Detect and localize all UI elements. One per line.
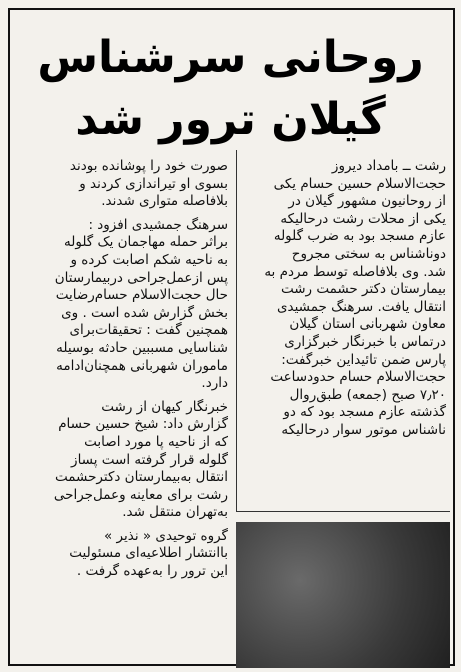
article-line: انتقال یافت. سرهنگ جمشیدی: [276, 298, 446, 315]
article-line: گلوله قرار گرفته است پساز: [71, 451, 228, 468]
article-line: از روحانیون مشهور گیلان در: [288, 193, 446, 210]
article-line: حال حجت‌الاسلام حسام‌رضایت: [55, 287, 228, 304]
article-line: بلافاصله متواری شدند.: [101, 193, 228, 210]
article-line: خبرنگار کیهان از رشت: [101, 398, 228, 415]
article-line: ماموران شهربانی همچنان‌ادامه: [56, 357, 228, 374]
article-line: بخش گزارش شده است . وی: [61, 304, 228, 321]
article-line: این ترور را به‌عهده گرفت .: [76, 563, 228, 580]
headline-line-1: روحانی سرشناس: [37, 32, 424, 83]
article-line: گروه توحیدی « نذیر »: [103, 527, 228, 544]
news-photo: [236, 522, 450, 668]
article-line: همچنین گفت : تحقیقات‌برای: [69, 322, 228, 339]
article-line: شد. وی بلافاصله توسط مردم به: [264, 263, 446, 280]
article-line: ۷٫۲۰ صبح (جمعه) طبق‌روال: [289, 386, 446, 403]
article-line: رشت برای معاینه وعمل‌جراحی: [53, 486, 228, 503]
article-left-column: [14, 158, 228, 581]
article-line: ناشناس موتور سوار درحالیکه: [281, 421, 446, 438]
photo-caption-2: [256, 623, 425, 641]
article-line: باانتشار اطلاعیه‌ای مسئولیت: [69, 545, 228, 562]
article-line: گذشته عازم مسجد بود که دو: [283, 404, 446, 421]
article-line: حجت‌الاسلام حسین حسام یکی: [273, 175, 446, 192]
article-line: بسوی او تیراندازی کردند و: [79, 175, 228, 192]
article-line: گزارش داد: شیخ حسین حسام: [58, 416, 228, 433]
article-line: درتماس با خبرنگار خبرگزاری: [284, 333, 446, 350]
article-line: به‌تهران منتقل شد.: [122, 504, 228, 521]
article-line: به ناحیه شکم اصابت کرده و: [70, 251, 228, 268]
article-line: پس ازعمل‌جراحی دربیمارستان: [54, 269, 228, 286]
article-line: که از ناحیه پا مورد اصابت: [84, 433, 228, 450]
article-line: براثر حمله مهاجمان یک گلوله: [64, 234, 228, 251]
article-line: حجت‌الاسلام حسام حدودساعت: [270, 369, 446, 386]
article-line: معاون شهربانی استان گیلان: [289, 316, 446, 333]
article-line: پارس ضمن تائیداین خبرگفت:: [281, 351, 446, 368]
article-line: دوناشناس به سختی مجروح: [291, 245, 446, 262]
article-line: بیمارستان دکتر حشمت رشت: [280, 281, 446, 298]
article-line: عازم مسجد بود به ضرب گلوله: [273, 228, 446, 245]
article-line: سرهنگ جمشیدی افزود :: [88, 216, 228, 233]
article-line: دارد.: [201, 375, 228, 392]
article-line: رشت ــ بامداد دیروز: [331, 158, 446, 174]
headline-line-2: گیلان ترور شد: [75, 94, 386, 145]
article-line: شناسایی مسببین حادثه بوسیله: [56, 339, 228, 356]
article-line: یکی از محلات رشت درحالیکه: [280, 210, 446, 227]
article-right-column: [240, 158, 446, 440]
article-line: صورت خود را پوشانده بودند: [69, 158, 228, 174]
photo-caption-1: [276, 573, 445, 591]
article-line: انتقال به‌بیمارستان دکترحشمت: [54, 469, 228, 486]
